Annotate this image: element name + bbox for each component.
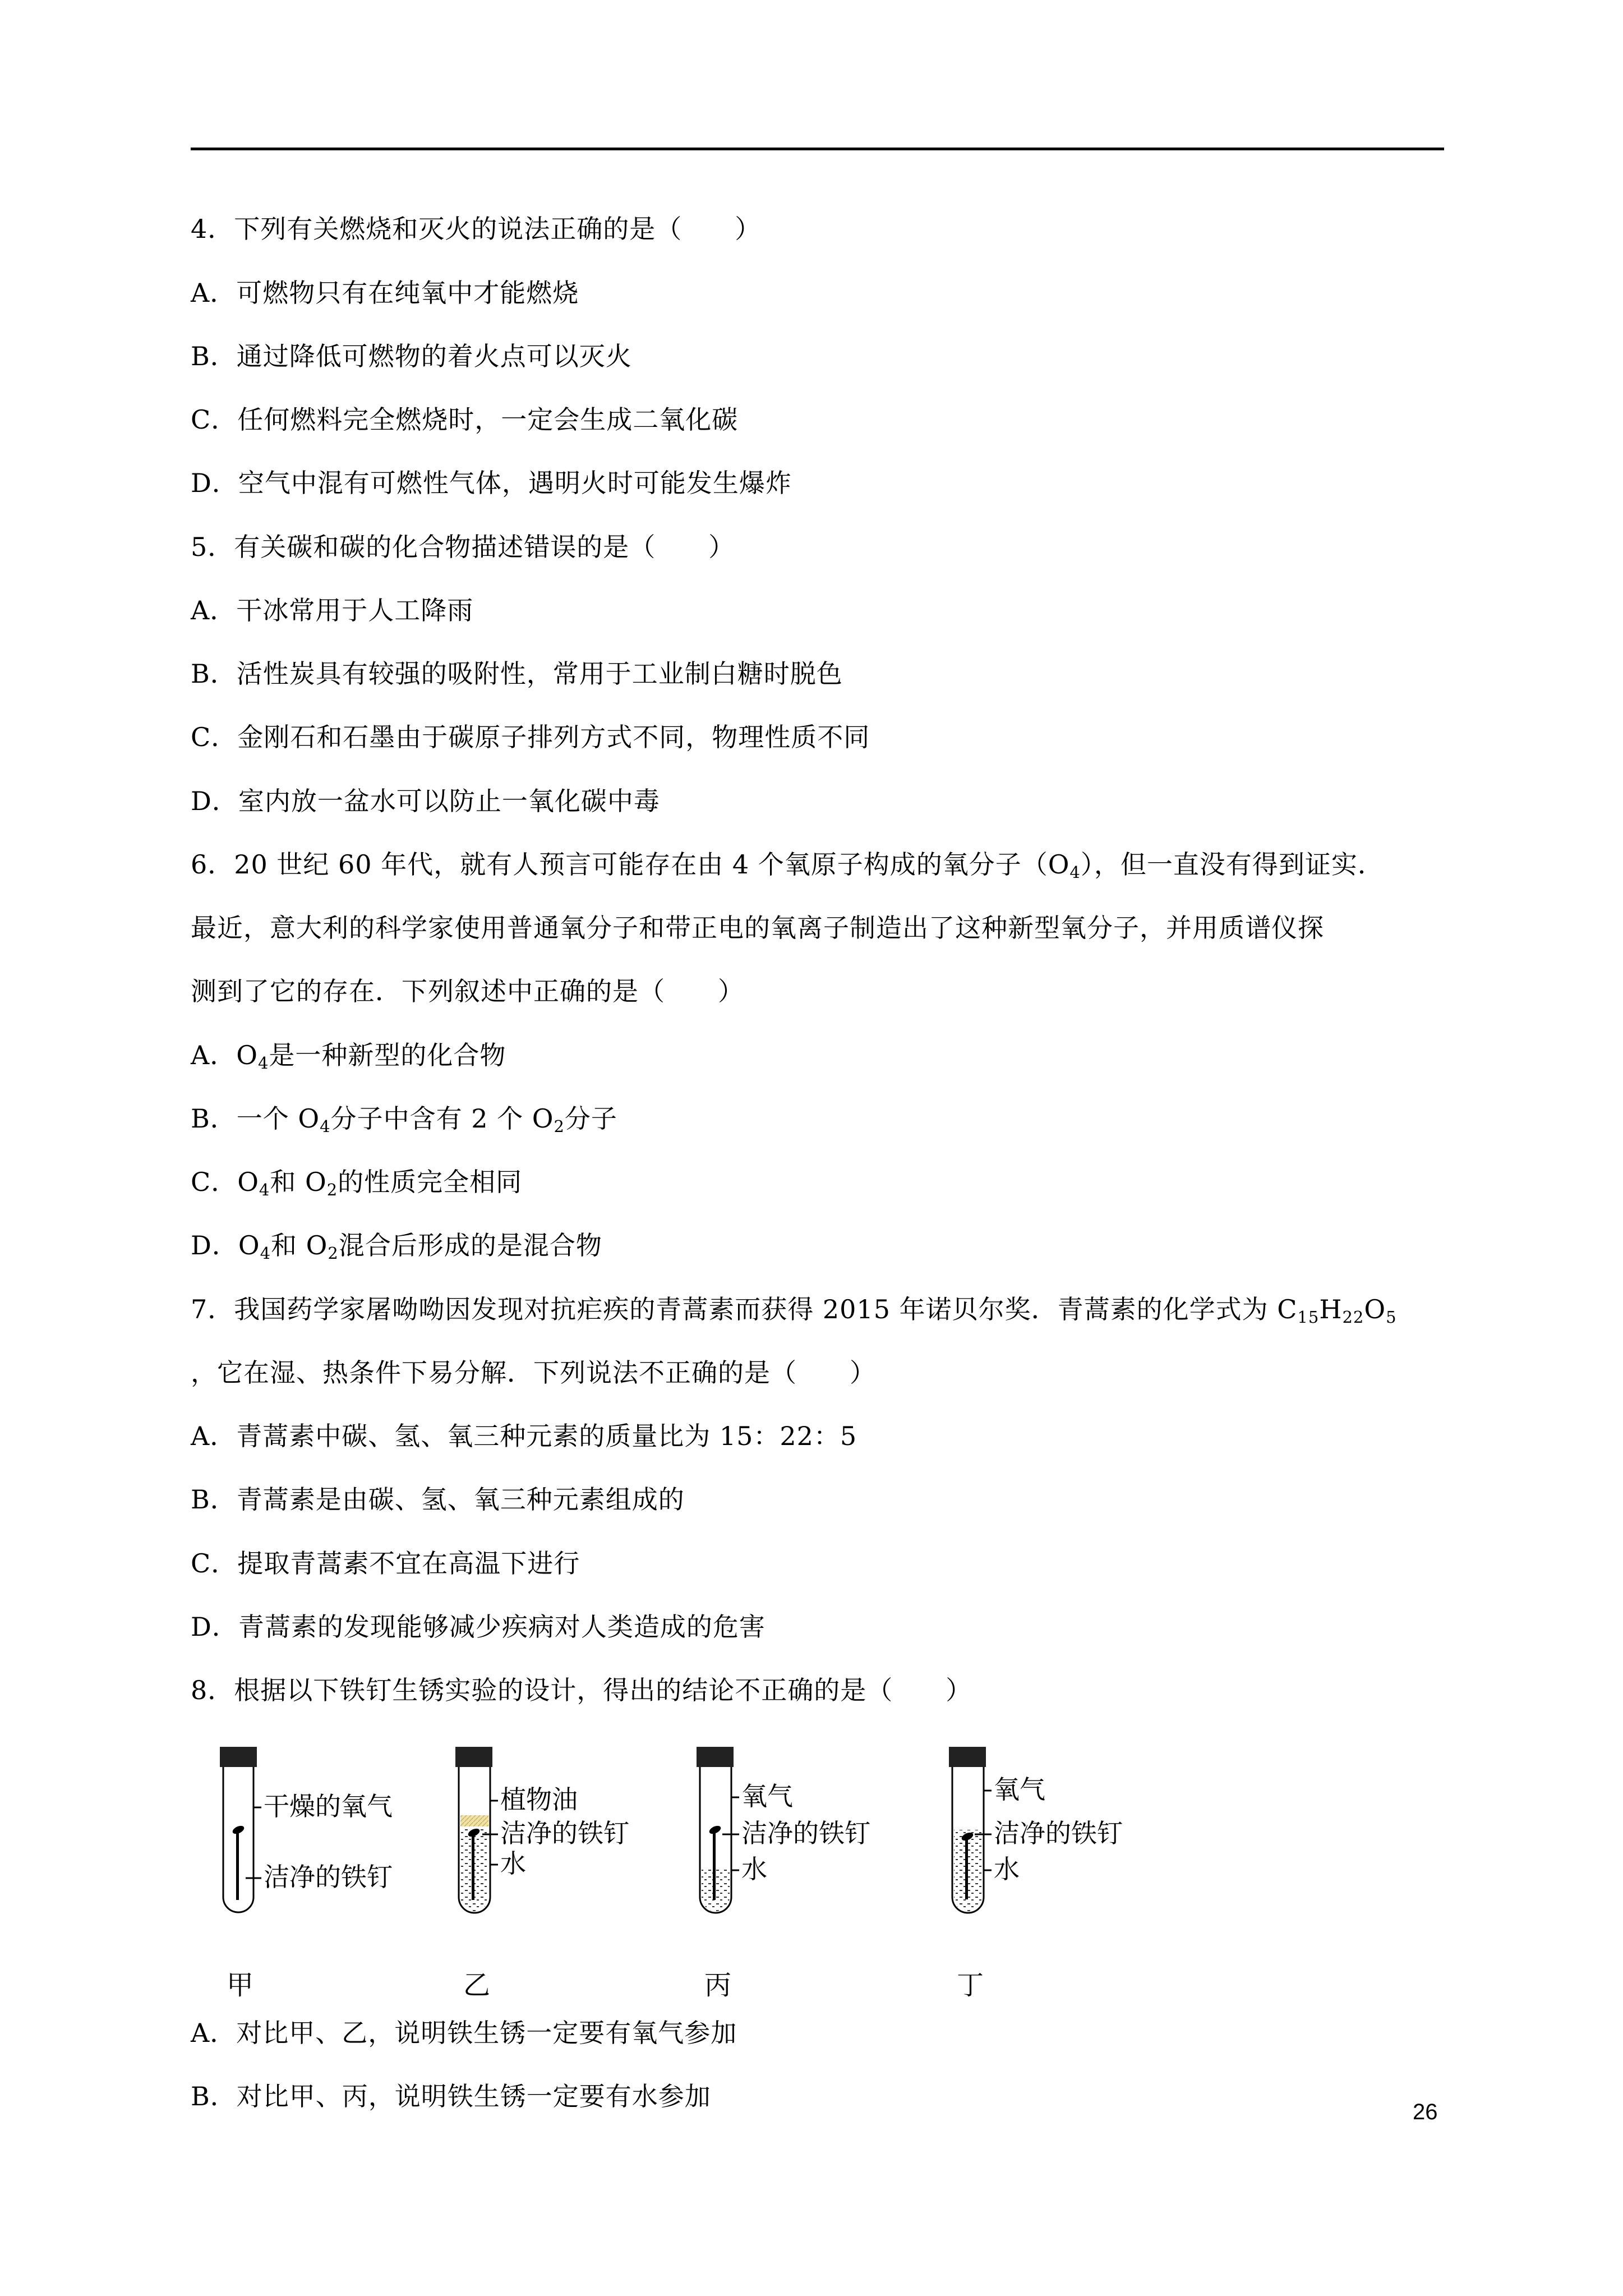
page-number: 26 xyxy=(1413,2100,1438,2124)
yi-water-label: 水 xyxy=(500,1848,526,1879)
q7-option-d: D．青蒿素的发现能够减少疾病对人类造成的危害 xyxy=(191,1612,766,1642)
yi-tube-label: 乙 xyxy=(463,1970,491,1998)
yi-oil-label: 植物油 xyxy=(500,1784,578,1815)
q7-stem-line-2: ，它在湿、热条件下易分解．下列说法不正确的是（ ） xyxy=(191,1358,876,1388)
q5-option-a: A．干冰常用于人工降雨 xyxy=(191,595,474,625)
bing-nail-label: 洁净的铁钉 xyxy=(741,1818,870,1848)
q6-option-d: D．$O_4$和 $O_2$混合后形成的是混合物 xyxy=(191,1230,602,1263)
q8-option-a: A．对比甲、乙，说明铁生锈一定要有氧气参加 xyxy=(191,2018,737,2048)
vegetable-oil-layer xyxy=(460,1815,488,1826)
test-tube-bing xyxy=(697,1747,870,1998)
test-tube-ding xyxy=(949,1747,1123,1998)
q5-option-b: B．活性炭具有较强的吸附性，常用于工业制白糖时脱色 xyxy=(191,659,843,689)
q7-option-c: C．提取青蒿素不宜在高温下进行 xyxy=(191,1548,580,1579)
iron-nail-rust-experiment-figure xyxy=(213,1746,1200,1998)
q4-stem: 4．下列有关燃烧和灭火的说法正确的是（ ） xyxy=(191,214,762,244)
q7-stem-line-1: 7．我国药学家屠呦呦因发现对抗疟疾的青蒿素而获得 2015 年诺贝尔奖．青蒿素的化学式为 $C_{15}H_{22}O_5$ xyxy=(191,1294,1397,1327)
q8-option-b: B．对比甲、丙，说明铁生锈一定要有水参加 xyxy=(191,2081,711,2111)
q6-option-b: B．一个 $O_4$分子中含有 2 个 $O_2$分子 xyxy=(191,1103,617,1136)
q8-stem: 8．根据以下铁钉生锈实验的设计，得出的结论不正确的是（ ） xyxy=(191,1675,972,1705)
ding-nail-label: 洁净的铁钉 xyxy=(994,1818,1123,1848)
iron-nail-icon xyxy=(231,1824,245,1900)
q4-option-c: C．任何燃料完全燃烧时，一定会生成二氧化碳 xyxy=(191,404,739,435)
q5-option-d: D．室内放一盆水可以防止一氧化碳中毒 xyxy=(191,786,660,816)
test-tube-yi xyxy=(455,1747,629,1998)
stopper xyxy=(949,1747,986,1767)
q5-stem: 5．有关碳和碳的化合物描述错误的是（ ） xyxy=(191,532,735,562)
test-tube-jia xyxy=(220,1747,393,1998)
ding-water-label: 水 xyxy=(994,1854,1020,1884)
jia-nail-label: 洁净的铁钉 xyxy=(264,1862,393,1892)
q6-option-a: A．$O_4$是一种新型的化合物 xyxy=(191,1040,506,1073)
jia-gas-label: 干燥的氧气 xyxy=(264,1791,393,1821)
q6-stem-line-2: 最近，意大利的科学家使用普通氧分子和带正电的氧离子制造出了这种新型氧分子，并用质谱仪探 xyxy=(191,913,1324,943)
stopper xyxy=(697,1747,734,1767)
stopper xyxy=(220,1747,257,1767)
bing-gas-label: 氧气 xyxy=(741,1781,793,1811)
jia-tube-label: 甲 xyxy=(227,1970,254,1998)
q6-stem-line-1: 6．20 世纪 60 年代，就有人预言可能存在由 4 个氧原子构成的氧分子$(O_4)$，但一直没有得到证实． xyxy=(191,849,1384,882)
q5-option-c: C．金刚石和石墨由于碳原子排列方式不同，物理性质不同 xyxy=(191,722,870,752)
stopper xyxy=(455,1747,492,1767)
ding-gas-label: 氧气 xyxy=(994,1774,1045,1805)
q6-stem-line-3: 测到了它的存在．下列叙述中正确的是（ ） xyxy=(191,976,744,1006)
q4-option-a: A．可燃物只有在纯氧中才能燃烧 xyxy=(191,278,579,308)
q7-option-a: A．青蒿素中碳、氢、氧三种元素的质量比为 15：22：5 xyxy=(191,1421,857,1451)
bing-water-label: 水 xyxy=(741,1854,767,1884)
q4-option-d: D．空气中混有可燃性气体，遇明火时可能发生爆炸 xyxy=(191,468,792,498)
q6-option-c: C．$O_4$和 $O_2$的性质完全相同 xyxy=(191,1167,523,1199)
ding-tube-label: 丁 xyxy=(957,1970,984,1998)
header-rule xyxy=(191,148,1444,150)
bing-tube-label: 丙 xyxy=(704,1970,732,1998)
q7-option-b: B．青蒿素是由碳、氢、氧三种元素组成的 xyxy=(191,1484,685,1515)
yi-nail-label: 洁净的铁钉 xyxy=(500,1818,629,1848)
q4-option-b: B．通过降低可燃物的着火点可以灭火 xyxy=(191,341,632,371)
